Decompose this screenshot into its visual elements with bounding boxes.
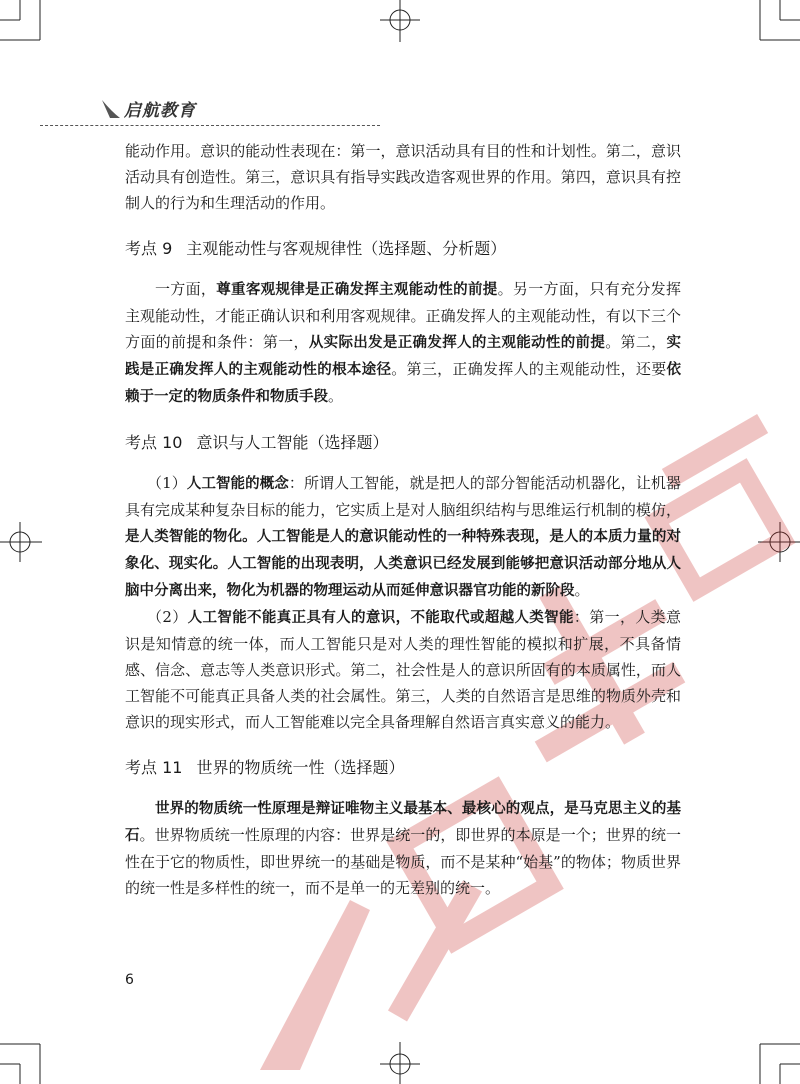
text-run: 。世界物质统一性原理的内容：世界是统一的，即世界的本原是一个；世界的统一性在于它的物质性，即世界统一的基础是物质，而不是某种“始基”的物体；物质世界的统一性是多样性的统一，而不是单一的无差别的统一。: [125, 826, 681, 897]
text-run: 。: [328, 387, 344, 405]
section-9-paragraph: [125, 276, 681, 410]
section-10-paragraph-1: [125, 470, 681, 604]
section-number: 考点 9: [125, 239, 173, 258]
section-10-paragraph-2: [125, 604, 681, 735]
section-11-paragraph: [125, 795, 681, 901]
text-run: ：第一，人类意识是知情意的统一体，而人工智能只是对人类的理性智能的模拟和扩展，不具备情感、信念、意志等人类意识形式。第二，社会性是人的意识所固有的本质属性，而人工智能不可能真正具备人类的社会属性。第三，人类的自然语言是思维的物质外壳和意识的现实形式，而人工智能难以完全具备理解自然语言真实意义的能力。: [125, 608, 682, 731]
page-number: 6: [125, 972, 134, 988]
bold-run: 从实际出发是正确发挥人的主观能动性的前提: [308, 335, 606, 351]
bold-run: 依赖于一定的物质条件和物质手段: [125, 362, 681, 405]
intro-paragraph: 能动作用。意识的能动性表现在：第一，意识活动具有目的性和计划性。第二，意识活动具有创造性。第三，意识具有指导实践改造客观世界的作用。第四，意识具有控制人的行为和生理活动的作用。: [125, 142, 681, 212]
text-run: 。第二，: [605, 333, 667, 351]
text-run: 。另一方面，只有充分发挥主观能动性，才能正确认识和利用客观规律。正确发挥人的主观能动性，有以下三个方面的前提和条件：第一，: [125, 280, 681, 351]
section-title: 主观能动性与客观规律性（选择题、分析题）: [186, 239, 507, 258]
bold-run: 世界的物质统一性原理是辩证唯物主义最基本、最核心的观点，是马克思主义的基石: [125, 801, 681, 844]
bold-run: 是人类智能的物化。人工智能是人的意识能动性的一种特殊表现，是人的本质力量的对象化、现实化。人工智能的出现表明，人类意识已经发展到能够把意识活动部分地从人脑中分离出来，物化为机器的物理运动从而延伸意识器官功能的新阶段: [125, 529, 681, 599]
section-heading-9: [125, 236, 681, 262]
section-number: 考点 10: [125, 433, 183, 452]
text-run: 。: [574, 581, 590, 599]
bold-run: 人工智能的概念: [186, 476, 289, 492]
header-dashed-rule: [40, 125, 380, 126]
text-run: 。第三，正确发挥人的主观能动性，还要: [391, 360, 667, 378]
bold-run: 人工智能不能真正具有人的意识，不能取代或超越人类智能: [187, 610, 574, 626]
header-logo: [100, 96, 196, 121]
bold-run: 实践是正确发挥人的主观能动性的根本途径: [125, 335, 681, 378]
text-run: ：所谓人工智能，就是把人的部分智能活动机器化，让机器具有完成某种复杂目标的能力，它实质上是对人脑组织结构与思维运行机制的模仿，: [125, 474, 681, 519]
bold-run: 尊重客观规律是正确发挥主观能动性的前提: [216, 282, 498, 298]
brand-name: 启航教育: [124, 101, 196, 121]
section-heading-10: [125, 430, 681, 456]
section-heading-11: [125, 755, 681, 781]
text-run: （1）: [147, 474, 187, 492]
text-run: （2）: [147, 608, 188, 626]
sail-logo-icon: [100, 98, 122, 120]
section-number: 考点 11: [125, 758, 183, 777]
page-content: [125, 138, 681, 901]
section-title: 世界的物质统一性（选择题）: [196, 758, 405, 777]
text-run: 一方面，: [155, 280, 217, 298]
section-title: 意识与人工智能（选择题）: [196, 433, 389, 452]
